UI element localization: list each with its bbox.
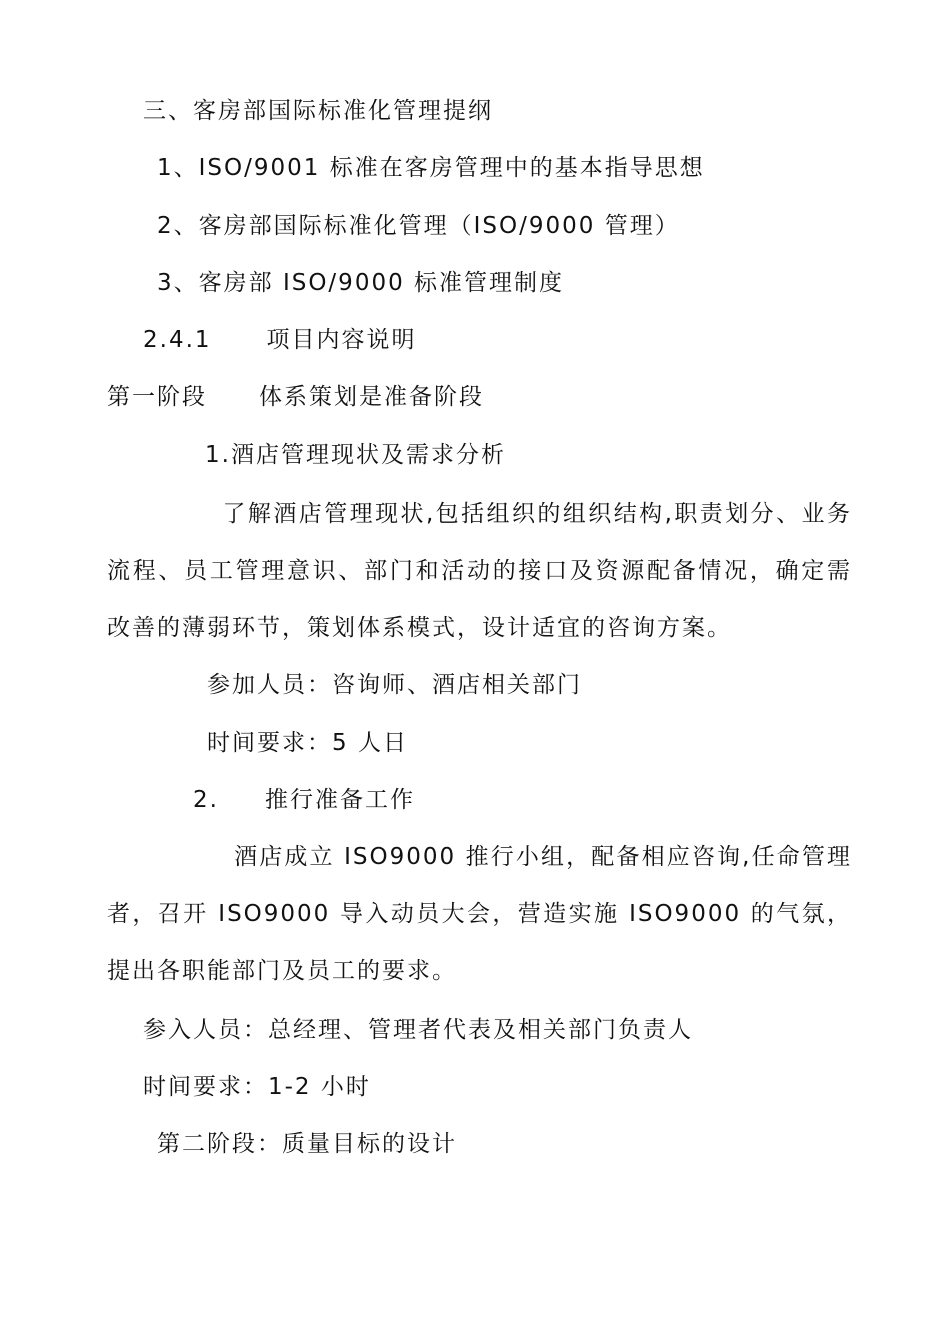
step2-title: 推行准备工作 xyxy=(264,787,415,813)
outline-heading: 三、客房部国际标准化管理提纲 xyxy=(143,98,493,124)
phase1-title: 体系策划是准备阶段 xyxy=(259,384,484,410)
step1-title: 1.酒店管理现状及需求分析 xyxy=(205,442,506,468)
outline-item-1: 1、ISO/9001 标准在客房管理中的基本指导思想 xyxy=(157,155,705,181)
section-number: 2.4.1 xyxy=(143,327,212,353)
step1-participants: 参加人员：咨询师、酒店相关部门 xyxy=(207,672,582,698)
step2-body-text: 酒店成立 ISO9000 推行小组，配备相应咨询,任命管理者，召开 ISO9000 导入动员大会，营造实施 ISO9000 的气氛，提出各职能部门及员工的要求。 xyxy=(107,844,852,984)
step1-body-text: 了解酒店管理现状,包括组织的组织结构,职责划分、业务流程、员工管理意识、部门和活动的接口及资源配备情况，确定需改善的薄弱环节，策划体系模式，设计适宜的咨询方案。 xyxy=(107,501,852,641)
step1-body xyxy=(107,486,852,657)
step2-number: 2. xyxy=(193,787,219,813)
step2-body xyxy=(107,829,852,1000)
step2-time: 时间要求：1-2 小时 xyxy=(143,1074,371,1100)
step1-time: 时间要求：5 人日 xyxy=(207,730,408,756)
phase1-heading xyxy=(107,382,484,412)
section-heading xyxy=(143,325,417,355)
outline-item-3: 3、客房部 ISO/9000 标准管理制度 xyxy=(157,270,565,296)
section-title: 项目内容说明 xyxy=(266,327,417,353)
phase2-heading: 第二阶段：质量目标的设计 xyxy=(157,1131,457,1157)
outline-item-2: 2、客房部国际标准化管理（ISO/9000 管理） xyxy=(157,213,680,239)
phase1-label: 第一阶段 xyxy=(107,384,207,410)
step2-heading xyxy=(193,785,415,815)
step2-participants: 参入人员：总经理、管理者代表及相关部门负责人 xyxy=(143,1017,693,1043)
